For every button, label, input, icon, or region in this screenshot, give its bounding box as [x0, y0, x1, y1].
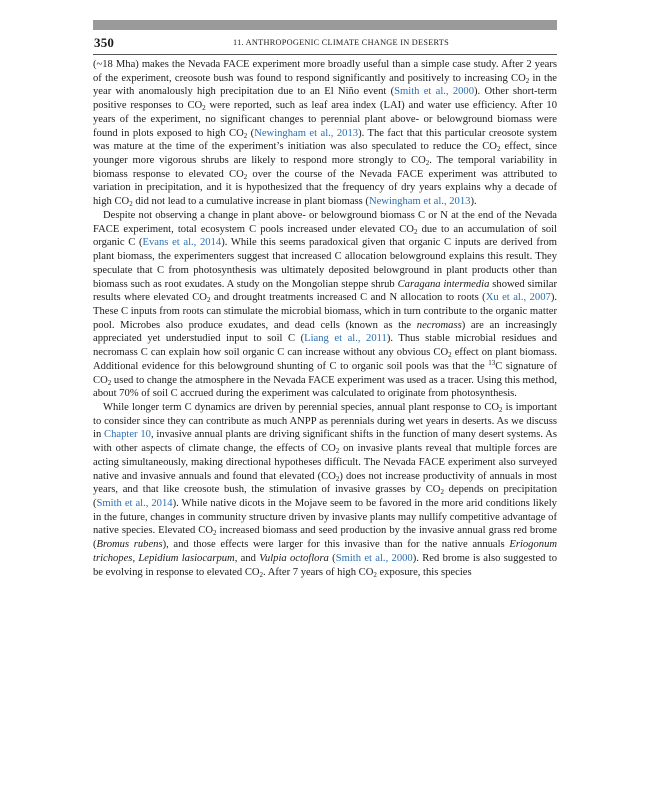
body-text: [93, 58, 557, 579]
co2-formula: $CO_2$: [192, 292, 211, 305]
co2-formula: $CO_2$: [187, 100, 206, 113]
co2-formula: $CO_2$: [244, 566, 264, 579]
co2-formula: $CO_2$: [198, 525, 217, 538]
paragraph-2: Despite not observing a change in plant above- or belowground biomass C or N at the end of the Nevada FACE experiment, total ecosystem C pools increased under elevated $CO_2$ due to an accumulation of soil organic C (Evans et al., 2014). While this seems paradoxical given that organic C inputs are derived from plant biomass, the experimenters suggest that increased C allocation belowground explains this result. They speculate that C from photosynthesis was ultimately deposited belowground in plant products other than biomass such as root exudates. A study on the Mongolian steppe shrub Caragana intermedia showed similar results where elevated $CO_2$ and drought treatments increased C and N allocation to roots (Xu et al., 2007). These C inputs from roots can stimulate the microbial biomass, which in turn contribute to the organic matter pool. Microbes also produce exudates, and dead cells (known as the necromass) are an increasingly appreciated yet understudied input to soil C (Liang et al., 2011). Thus stable microbial residues and necromass C can explain how soil organic C can increase without any obvious $CO_2$ effect on plant biomass. Additional evidence for this belowground shunting of C to organic soil pools was that the $^{13}$C signature of $CO_2$ used to change the atmosphere in the Nevada FACE experiment was used as a tracer. Using this method, about 70% of soil C accrued during the experiment was calculated to originate from photosynthesis.: [93, 209, 558, 400]
paragraph-1: (~18 Mha) makes the Nevada FACE experiment more broadly useful than a simple case study. After 2 years of the experiment, creosote bush was found to respond significantly and positively to increasing $CO_2$ in the year with anomalously high precipitation due to an El Niño event (Smith et al., 2000). Other short-term positive responses to $CO_2$ were reported, such as leaf area index (LAI) and water use efficiency. After 10 years of the experiment, no significant changes to perennial plant above- or belowground biomass were found in plots exposed to high $CO_2$ (Newingham et al., 2013). The fact that this particular creosote system was mature at the time of the experiment’s initiation was also speculated to reduce the $CO_2$ effect, since younger more vigorous shrubs are likely to respond more strongly to $CO_2$. The temporal variability in biomass response to elevated $CO_2$ over the course of the Nevada FACE experiment was attributed to variation in precipitation, and it is hypothesized that the frequency of dry years explains why a decade of high $CO_2$ did not lead to a cumulative increase in plant biomass (Newingham et al., 2013).: [93, 59, 558, 209]
species-name: Lepidium lasiocarpum: [138, 552, 235, 564]
species-name: Caragana intermedia: [397, 278, 490, 290]
co2-formula: $CO_2$: [484, 401, 503, 414]
italic-term: necromass: [416, 319, 462, 331]
citation-link[interactable]: Evans et al., 2014: [142, 237, 222, 249]
page-number: 350: [94, 35, 115, 50]
co2-formula: $CO_2$: [229, 168, 248, 181]
co2-formula: $CO_2$: [511, 72, 530, 85]
co2-formula: $CO_2$: [114, 196, 133, 209]
co2-formula: $CO_2$: [433, 347, 452, 360]
species-name: Vulpia octoflora: [259, 552, 329, 564]
co2-formula: $CO_2$: [482, 141, 501, 154]
page-header: [93, 20, 557, 55]
co2-formula: $CO_2$: [93, 374, 112, 387]
citation-link[interactable]: Newingham et al., 2013: [254, 127, 359, 139]
species-name: Bromus rubens: [96, 539, 163, 551]
co2-formula: $CO_2$: [321, 470, 340, 483]
species-name: Eriogonum trichopes: [93, 539, 558, 564]
page: [93, 20, 557, 579]
chapter-link[interactable]: Chapter 10: [104, 429, 151, 441]
citation-link[interactable]: Smith et al., 2000: [335, 552, 413, 564]
co2-formula: $CO_2$: [399, 223, 418, 236]
co2-formula: $CO_2$: [321, 443, 340, 456]
running-head: 11. ANTHROPOGENIC CLIMATE CHANGE IN DESERTS: [233, 38, 449, 47]
paragraph-3: While longer term C dynamics are driven by perennial species, annual plant response to $CO_2$ is important to consider since they can contribute as much ANPP as perennials during wet years in deserts. As we discuss in Chapter 10, invasive annual plants are driving significant shifts in the function of many desert systems. As with other aspects of climate change, the effects of $CO_2$ on invasive plants reveal that multiple forces are acting simultaneously, making directional hypotheses difficult. The Nevada FACE experiment also surveyed native and invasive annuals and found that elevated $(CO_2)$ does not increase productivity of annuals in most years, and that like creosote bush, the stimulation of invasive grasses by $CO_2$ depends on precipitation (Smith et al., 2014). While native dicots in the Mojave seem to be favored in the more arid conditions likely in the future, changes in community structure driven by invasive plants may nullify competitive advantage of native species. Elevated $CO_2$ increased biomass and seed production by the invasive annual grass red brome (Bromus rubens), and those effects were larger for this invasive than for the native annuals Eriogonum trichopes, Lepidium lasiocarpum, and Vulpia octoflora (Smith et al., 2000). Red brome is also suggested to be evolving in response to elevated $CO_2$. After 7 years of high $CO_2$ exposure, this species: [93, 401, 558, 579]
citation-link[interactable]: Smith et al., 2014: [96, 498, 173, 509]
citation-link[interactable]: Newingham et al., 2013: [368, 196, 471, 208]
co2-formula: $CO_2$: [229, 127, 248, 140]
isotope-superscript: 13: [488, 358, 496, 367]
co2-formula: $CO_2$: [358, 566, 377, 579]
citation-link[interactable]: Smith et al., 2000: [394, 86, 475, 98]
co2-formula: $CO_2$: [411, 155, 430, 168]
citation-link[interactable]: Xu et al., 2007: [485, 292, 551, 304]
co2-formula: $CO_2$: [425, 484, 444, 497]
citation-link[interactable]: Liang et al., 2011: [304, 333, 387, 345]
